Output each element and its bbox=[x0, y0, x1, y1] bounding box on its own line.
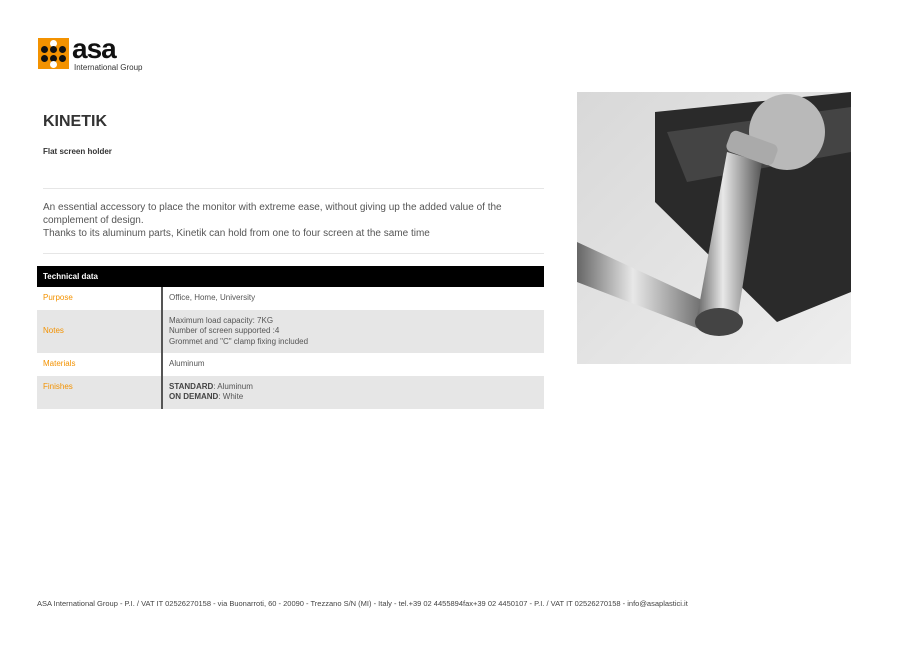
table-row bbox=[37, 287, 544, 310]
product-photo bbox=[577, 92, 851, 364]
table-row bbox=[37, 353, 544, 376]
row-value: Aluminum bbox=[169, 359, 205, 368]
divider bbox=[43, 253, 544, 254]
finish-demand-label: ON DEMAND bbox=[169, 392, 219, 401]
description-paragraph: An essential accessory to place the monitor with extreme ease, without giving up the added value of the complement of design. bbox=[43, 202, 502, 226]
row-value: Grommet and "C" clamp fixing included bbox=[169, 336, 309, 346]
row-label: Notes bbox=[37, 310, 163, 354]
table-row bbox=[37, 310, 544, 354]
logo-subtitle: International Group bbox=[74, 63, 143, 72]
finish-standard-label: STANDARD bbox=[169, 381, 214, 391]
footer-contact: ASA International Group - P.I. / VAT IT 02526270158 - via Buonarroti, 60 - 20090 - Trezzano S/N (MI) - Italy - tel.+39 02 4455894fax+39 02 4450107 - P.I. / VAT IT 02526270158 - info@asaplastici.it bbox=[37, 599, 688, 608]
row-label: Materials bbox=[37, 353, 163, 376]
table-row bbox=[37, 376, 544, 409]
product-subtitle: Flat screen holder bbox=[43, 147, 112, 156]
row-value: Maximum load capacity: 7KG bbox=[169, 315, 274, 325]
description-paragraph: Thanks to its aluminum parts, Kinetik can hold from one to four screen at the same time bbox=[43, 228, 430, 239]
row-value: Office, Home, University bbox=[169, 293, 256, 302]
logo-mark-icon bbox=[38, 38, 69, 69]
logo-name: asa bbox=[72, 33, 116, 64]
divider bbox=[43, 188, 544, 189]
finish-demand-value: : White bbox=[218, 392, 244, 401]
row-label: Purpose bbox=[37, 287, 163, 310]
company-logo bbox=[38, 33, 143, 73]
table-header: Technical data bbox=[37, 266, 544, 287]
row-label: Finishes bbox=[37, 376, 163, 409]
finish-standard-value: : Aluminum bbox=[213, 381, 253, 391]
technical-data-table bbox=[37, 266, 544, 409]
row-value: Number of screen supported :4 bbox=[169, 326, 280, 335]
product-title: KINETIK bbox=[43, 113, 107, 130]
product-description bbox=[43, 201, 543, 240]
